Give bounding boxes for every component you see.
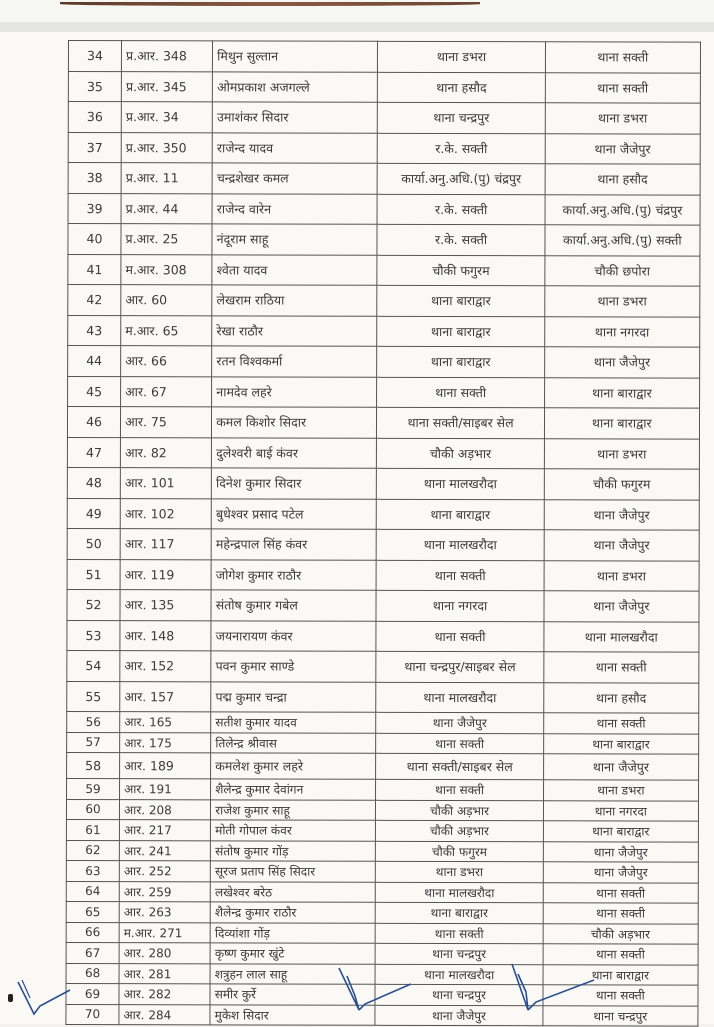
from-posting-cell: थाना डभरा [376,861,543,882]
serial-number-cell: 60 [66,799,119,820]
rank-number-cell: आर. 280 [119,943,210,964]
to-posting-cell: थाना सक्ती [543,882,698,903]
table-row [67,681,699,713]
from-posting-cell: थाना चन्द्रपुर/साइबर सेल [376,651,543,682]
rank-number-cell: आर. 191 [120,779,211,800]
binding-edge [60,2,480,6]
serial-number-cell: 56 [67,711,120,732]
to-posting-cell: थाना हसौद [543,682,698,713]
rank-number-cell: आर. 282 [119,984,210,1005]
table-row [68,346,700,378]
to-posting-cell: थाना सक्ती [545,72,700,103]
to-posting-cell: थाना नगरदा [543,800,698,821]
from-posting-cell: चौकी फगुरम [377,255,544,286]
to-posting-cell: थाना बाराद्वार [543,821,698,842]
from-posting-cell: थाना मालखरौदा [376,882,543,903]
serial-number-cell: 68 [66,963,119,984]
serial-number-cell: 69 [66,983,119,1004]
from-posting-cell: थाना मालखरौदा [377,468,544,499]
name-cell: बुधेश्वर प्रसाद पटेल [211,498,376,529]
to-posting-cell: कार्या.अनु.अधि.(पु) सक्ती [545,225,700,256]
from-posting-cell: थाना सक्ती/साइबर सेल [377,407,544,438]
serial-number-cell: 40 [68,224,121,255]
from-posting-cell: चौकी अड़भार [376,820,543,841]
table-row [66,860,698,882]
from-posting-cell: चौकी फगुरम [376,841,543,862]
from-posting-cell: चौकी अड़भार [377,438,544,469]
rank-number-cell: आर. 67 [121,376,212,407]
name-cell: राजेन्द वारेन [212,193,377,224]
from-posting-cell: थाना सक्ती [376,923,543,944]
to-posting-cell: थाना मालखरौदा [544,621,699,652]
serial-number-cell: 47 [67,437,120,468]
transfer-table [65,40,701,1027]
serial-number-cell: 37 [68,132,121,163]
table-row [68,132,700,164]
rank-number-cell: आर. 189 [120,753,211,779]
serial-number-cell: 59 [67,778,120,799]
serial-number-cell: 39 [68,193,121,224]
from-posting-cell: थाना बाराद्वार [377,285,544,316]
rank-number-cell: आर. 135 [120,590,211,621]
name-cell: समीर कुर्रे [210,984,375,1005]
from-posting-cell: थाना मालखरौदा [376,682,543,713]
serial-number-cell: 46 [67,407,120,438]
to-posting-cell: थाना जैजेपुर [544,347,699,378]
signature-left-icon [14,976,74,1020]
table-row [68,315,700,347]
to-posting-cell: थाना डभरा [544,438,699,469]
name-cell: पवन कुमार साण्डे [211,651,376,682]
from-posting-cell: र.के. सक्ती [377,194,544,225]
to-posting-cell: थाना सक्ती [543,944,698,965]
name-cell: कृष्ण कुमार खुंटे [210,943,375,964]
rank-number-cell: आर. 101 [120,468,211,499]
top-binding-strip [0,0,714,22]
to-posting-cell: थाना सक्ती [545,42,700,73]
rank-number-cell: आर. 263 [119,902,210,923]
serial-number-cell: 58 [67,752,120,778]
from-posting-cell: थाना चन्द्रपुर [376,943,543,964]
table-row [67,528,699,560]
serial-number-cell: 54 [67,650,120,681]
rank-number-cell: प्र.आर. 350 [121,132,212,163]
serial-number-cell: 50 [67,528,120,559]
rank-number-cell: म.आर. 65 [121,315,212,346]
from-posting-cell: र.के. सक्ती [377,224,544,255]
name-cell: शत्रुहन लाल साहू [210,963,375,984]
name-cell: महेन्द्रपाल सिंह कंवर [211,529,376,560]
table-row [68,163,700,195]
serial-number-cell: 41 [68,254,121,285]
table-row [66,799,698,821]
from-posting-cell: थाना बाराद्वार [377,316,544,347]
rank-number-cell: आर. 241 [119,840,210,861]
from-posting-cell: कार्या.अनु.अधि.(पु) चंद्रपुर [378,163,545,194]
serial-number-cell: 57 [67,732,120,753]
to-posting-cell: थाना डभरा [544,286,699,317]
to-posting-cell: थाना जैजेपुर [544,499,699,530]
table-row [67,559,699,591]
name-cell: उमाशंकर सिदार [212,102,377,133]
name-cell: तिलेन्द्र श्रीवास [211,732,376,753]
rank-number-cell: आर. 284 [119,1004,210,1025]
name-cell: मिथुन सुल्तान [213,41,378,72]
table-row [68,41,700,73]
serial-number-cell: 45 [68,376,121,407]
name-cell: नंदूराम साहू [212,224,377,255]
serial-number-cell: 42 [68,285,121,316]
from-posting-cell: थाना सक्ती [376,779,543,800]
name-cell: जोगेश कुमार राठौर [211,559,376,590]
to-posting-cell: कार्या.अनु.अधि.(पु) चंद्रपुर [545,194,700,225]
name-cell: शैलेन्द्र कुमार राठौर [210,902,375,923]
name-cell: संतोष कुमार गबेल [211,590,376,621]
table-row [66,881,698,903]
from-posting-cell: थाना जैजेपुर [376,712,543,733]
to-posting-cell: थाना डभरा [543,780,698,801]
from-posting-cell: थाना सक्ती [377,560,544,591]
serial-number-cell: 52 [67,589,120,620]
signature-center-icon [335,966,415,1016]
to-posting-cell: थाना चन्द्रपुर [543,1005,698,1026]
table-row [67,589,699,621]
to-posting-cell: थाना बाराद्वार [544,377,699,408]
table-row [68,102,700,134]
rank-number-cell: आर. 148 [120,620,211,651]
to-posting-cell: थाना जैजेपुर [544,591,699,622]
rank-number-cell: आर. 208 [120,799,211,820]
serial-number-cell: 67 [66,942,119,963]
name-cell: सूरज प्रताप सिंह सिदार [211,861,376,882]
name-cell: नामदेव लहरे [212,376,377,407]
from-posting-cell: थाना सक्ती [376,621,543,652]
table-row [68,376,700,408]
from-posting-cell: चौकी अड़भार [376,800,543,821]
to-posting-cell: थाना जैजेपुर [543,754,698,780]
to-posting-cell: थाना सक्ती [544,652,699,683]
serial-number-cell: 70 [66,1004,119,1025]
name-cell: दुलेश्वरी बाई कंवर [212,437,377,468]
name-cell: दिनेश कुमार सिदार [212,468,377,499]
table-row [66,901,698,923]
table-row [68,71,700,103]
from-posting-cell: थाना नगरदा [376,590,543,621]
name-cell: राजेन्द यादव [212,132,377,163]
serial-number-cell: 65 [66,901,119,922]
rank-number-cell: आर. 281 [119,963,210,984]
serial-number-cell: 64 [66,881,119,902]
from-posting-cell: थाना मालखरौदा [375,964,542,985]
rank-number-cell: आर. 165 [120,712,211,733]
from-posting-cell: थाना डभरा [378,41,545,72]
table-row [67,620,699,652]
rank-number-cell: आर. 66 [121,346,212,377]
serial-number-cell: 38 [68,163,121,194]
table-row [66,840,698,862]
table-row [67,711,699,733]
rank-number-cell: प्र.आर. 34 [121,102,212,133]
to-posting-cell: थाना जैजेपुर [543,862,698,883]
to-posting-cell: थाना बाराद्वार [543,964,698,985]
to-posting-cell: थाना जैजेपुर [544,530,699,561]
serial-number-cell: 48 [67,467,120,498]
name-cell: श्वेता यादव [212,254,377,285]
table-row [68,193,700,225]
to-posting-cell: थाना जैजेपुर [545,133,700,164]
name-cell: सतीश कुमार यादव [211,712,376,733]
edge-mark [8,994,13,1002]
serial-number-cell: 55 [67,681,120,712]
rank-number-cell: आर. 252 [119,861,210,882]
rank-number-cell: आर. 102 [120,498,211,529]
rank-number-cell: आर. 117 [120,529,211,560]
to-posting-cell: चौकी फगुरम [544,469,699,500]
from-posting-cell: थाना मालखरौदा [377,529,544,560]
serial-number-cell: 49 [67,498,120,529]
table-row [68,254,700,286]
from-posting-cell: थाना बाराद्वार [377,499,544,530]
table-row [67,437,699,469]
name-cell: पद्म कुमार चन्द्रा [211,681,376,712]
name-cell: जयनारायण कंवर [211,620,376,651]
to-posting-cell: थाना डभरा [545,103,700,134]
serial-number-cell: 36 [68,102,121,133]
name-cell: मोती गोपाल कंवर [211,820,376,841]
name-cell: संतोष कुमार गोंड़ [211,840,376,861]
from-posting-cell: थाना बाराद्वार [377,346,544,377]
to-posting-cell: चौकी छपोरा [545,255,700,286]
serial-number-cell: 51 [67,559,120,590]
table-row [67,650,699,682]
to-posting-cell: थाना सक्ती [543,903,698,924]
serial-number-cell: 61 [66,819,119,840]
serial-number-cell: 44 [68,346,121,377]
to-posting-cell: थाना डभरा [544,560,699,591]
rank-number-cell: प्र.आर. 25 [121,224,212,255]
table-row [68,285,700,317]
table-row [66,922,698,944]
name-cell: रतन विश्वकर्मा [212,346,377,377]
table-row [68,224,700,256]
table-row [67,498,699,530]
table-row [67,778,699,800]
rank-number-cell: आर. 60 [121,285,212,316]
rank-number-cell: प्र.आर. 11 [121,163,212,194]
rank-number-cell: आर. 175 [120,732,211,753]
to-posting-cell: थाना बाराद्वार [544,408,699,439]
page-gap [0,22,714,32]
rank-number-cell: आर. 157 [120,681,211,712]
serial-number-cell: 63 [66,860,119,881]
rank-number-cell: आर. 152 [120,651,211,682]
serial-number-cell: 66 [66,922,119,943]
rank-number-cell: म.आर. 271 [119,922,210,943]
name-cell: कमल किशोर सिदार [212,407,377,438]
table-row [67,752,699,780]
name-cell: कमलेश कुमार लहरे [211,753,376,779]
serial-number-cell: 53 [67,620,120,651]
from-posting-cell: थाना सक्ती [376,733,543,754]
from-posting-cell: र.के. सक्ती [378,133,545,164]
rank-number-cell: आर. 75 [121,407,212,438]
signature-right-icon [508,962,598,1016]
rank-number-cell: प्र.आर. 44 [121,193,212,224]
name-cell: शैलेन्द्र कुमार देवांगन [211,779,376,800]
from-posting-cell: थाना हसौद [378,72,545,103]
name-cell: राजेश कुमार साहू [211,799,376,820]
serial-number-cell: 35 [68,71,121,102]
name-cell: लखेश्वर बरेठ [210,881,375,902]
table-row [67,467,699,499]
from-posting-cell: थाना सक्ती/साइबर सेल [376,753,543,779]
from-posting-cell: थाना सक्ती [377,377,544,408]
name-cell: लेखराम राठिया [212,285,377,316]
serial-number-cell: 62 [66,840,119,861]
to-posting-cell: थाना सक्ती [543,985,698,1006]
from-posting-cell: थाना बाराद्वार [376,902,543,923]
rank-number-cell: आर. 259 [119,881,210,902]
to-posting-cell: थाना सक्ती [543,713,698,734]
from-posting-cell: थाना जैजेपुर [375,1005,542,1026]
serial-number-cell: 34 [68,41,121,72]
rank-number-cell: आर. 119 [120,559,211,590]
name-cell: ओमप्रकाश अजगल्ले [213,71,378,102]
table-row [66,819,698,841]
to-posting-cell: चौकी अड़भार [543,923,698,944]
to-posting-cell: थाना जैजेपुर [543,841,698,862]
transfer-table-body [66,41,701,1027]
name-cell: दिव्यांशा गोंड़ [210,922,375,943]
name-cell: चन्द्रशेखर कमल [212,163,377,194]
name-cell: रेखा राठौर [212,315,377,346]
to-posting-cell: थाना हसौद [545,164,700,195]
to-posting-cell: थाना बाराद्वार [543,733,698,754]
rank-number-cell: म.आर. 308 [121,254,212,285]
from-posting-cell: थाना चन्द्रपुर [378,102,545,133]
table-row [66,942,698,964]
table-row [67,732,699,754]
serial-number-cell: 43 [68,315,121,346]
rank-number-cell: प्र.आर. 345 [121,71,212,102]
from-posting-cell: थाना चन्द्रपुर [375,984,542,1005]
to-posting-cell: थाना नगरदा [544,316,699,347]
rank-number-cell: आर. 217 [119,820,210,841]
rank-number-cell: प्र.आर. 348 [121,41,212,72]
table-row [67,407,699,439]
rank-number-cell: आर. 82 [120,437,211,468]
name-cell: मुकेश सिदार [210,1004,375,1025]
